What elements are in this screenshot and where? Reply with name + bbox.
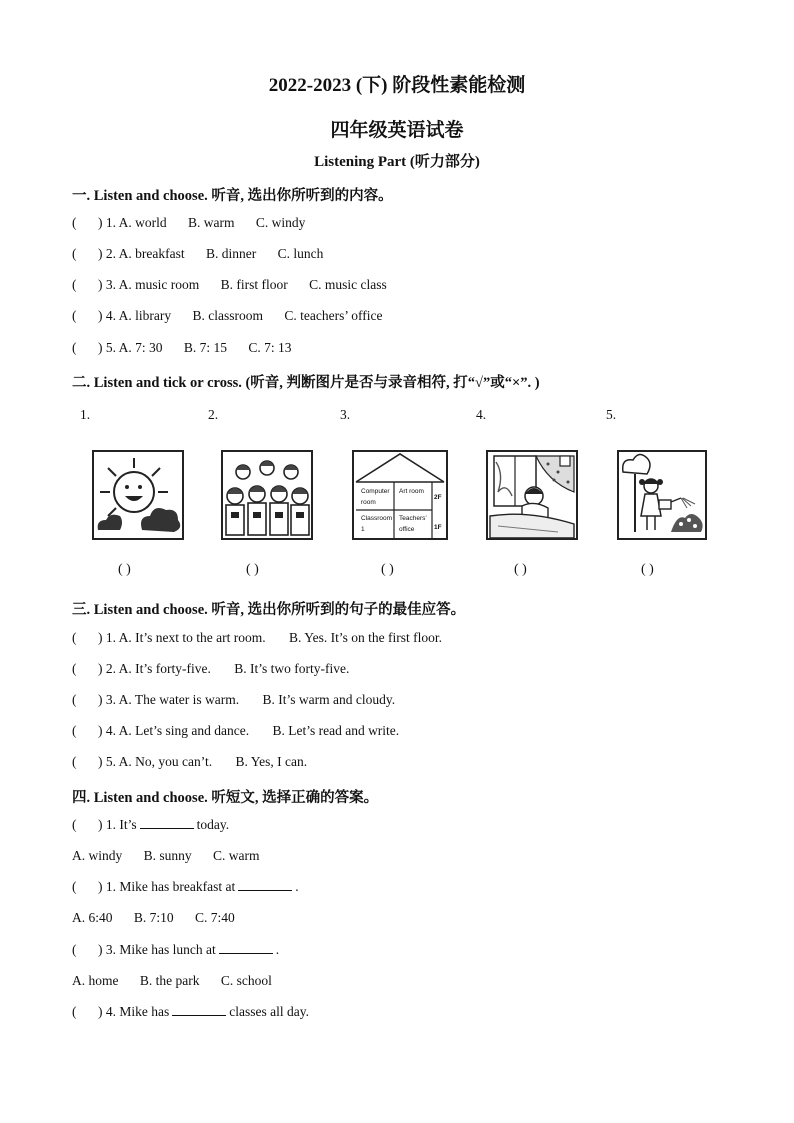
question-text: ) 4. Mike has	[98, 1004, 170, 1019]
option-c: C. music class	[309, 277, 387, 292]
option-a: ) 5. A. No, you can’t.	[98, 754, 213, 769]
option-c: C. warm	[213, 848, 260, 863]
answer-paren: (	[72, 723, 77, 738]
option-c: C. teachers’ office	[284, 308, 383, 323]
option-a: ) 2. A. It’s forty-five.	[98, 661, 211, 676]
option-a: ) 1. A. world	[98, 215, 167, 230]
list-item	[72, 723, 399, 739]
answer-paren: (	[72, 246, 77, 261]
list-item	[72, 630, 442, 646]
section4-heading: 四. Listen and choose. 听短文, 选择正确的答案。	[72, 790, 379, 806]
question-text: ) 3. Mike has lunch at	[98, 942, 216, 957]
option-c: C. school	[220, 973, 272, 988]
option-b: B. first floor	[220, 277, 288, 292]
answer-blank[interactable]: ( )	[246, 562, 259, 577]
answer-paren: (	[72, 277, 77, 292]
answer-blank[interactable]: ( )	[641, 562, 654, 577]
question-text: ) 1. It’s	[98, 817, 137, 832]
section1-heading: 一. Listen and choose. 听音, 选出你所听到的内容。	[72, 188, 393, 204]
question	[72, 942, 279, 958]
option-b: B. It’s two forty-five.	[234, 661, 350, 676]
fill-blank[interactable]	[219, 942, 273, 954]
option-b: B. Let’s read and write.	[272, 723, 400, 738]
answer-paren: (	[72, 661, 77, 676]
question	[72, 879, 299, 895]
option-c: C. lunch	[277, 246, 324, 261]
option-b: B. 7:10	[133, 910, 174, 925]
picture-number: 1.	[80, 407, 91, 422]
option-a: ) 3. A. music room	[98, 277, 200, 292]
list-item	[72, 215, 305, 231]
answer-paren: (	[72, 692, 77, 707]
floor-label: 1F	[434, 524, 442, 531]
option-a: ) 5. A. 7: 30	[98, 340, 163, 355]
answer-blank[interactable]: ( )	[514, 562, 527, 577]
option-b: B. classroom	[192, 308, 263, 323]
exam-subtitle: 四年级英语试卷	[330, 120, 464, 141]
option-b: B. the park	[139, 973, 200, 988]
list-item	[72, 692, 395, 708]
answer-blank[interactable]: ( )	[118, 562, 131, 577]
section3-heading: 三. Listen and choose. 听音, 选出你所听到的句子的最佳应答。	[72, 602, 466, 618]
list-item	[72, 661, 349, 677]
option-a: ) 1. A. It’s next to the art room.	[98, 630, 266, 645]
answer-paren: (	[72, 754, 77, 769]
option-a: ) 3. A. The water is warm.	[98, 692, 240, 707]
list-item	[72, 277, 387, 293]
building-label: room	[361, 499, 376, 506]
options-row	[72, 910, 235, 926]
option-c: C. 7:40	[195, 910, 235, 925]
options-row	[72, 848, 260, 864]
option-a: A. 6:40	[72, 910, 113, 925]
fill-blank[interactable]	[172, 1004, 226, 1016]
question-text: today.	[196, 817, 230, 832]
answer-paren: (	[72, 942, 77, 957]
answer-paren: (	[72, 215, 77, 230]
question	[72, 1004, 309, 1020]
option-b: B. warm	[188, 215, 235, 230]
question-text: .	[275, 942, 280, 957]
school-building-icon	[352, 450, 448, 540]
option-a: ) 4. A. Let’s sing and dance.	[98, 723, 250, 738]
fill-blank[interactable]	[238, 879, 292, 891]
option-a: ) 2. A. breakfast	[98, 246, 185, 261]
option-b: B. Yes. It’s on the first floor.	[288, 630, 442, 645]
picture-number: 4.	[476, 407, 487, 422]
fill-blank[interactable]	[140, 817, 194, 829]
sun-and-cloud-icon	[92, 450, 184, 540]
answer-paren: (	[72, 630, 77, 645]
exam-title: 2022-2023 (下) 阶段性素能检测	[268, 75, 526, 96]
answer-paren: (	[72, 1004, 77, 1019]
section2-heading: 二. Listen and tick or cross. (听音, 判断图片是否与录音相符, 打“√”或“×”. )	[72, 375, 540, 391]
list-item	[72, 308, 382, 324]
picture-number: 2.	[208, 407, 219, 422]
option-c: C. 7: 13	[248, 340, 292, 355]
picture-number: 5.	[606, 407, 617, 422]
building-label: Classroom	[361, 515, 393, 522]
answer-paren: (	[72, 879, 77, 894]
answer-paren: (	[72, 340, 77, 355]
option-a: A. home	[72, 973, 119, 988]
option-b: B. Yes, I can.	[235, 754, 308, 769]
building-label: Computer	[361, 488, 390, 495]
question-text: classes all day.	[229, 1004, 309, 1019]
singing-children-icon	[221, 450, 313, 540]
question	[72, 817, 229, 833]
floor-label: 2F	[434, 494, 442, 501]
answer-paren: (	[72, 817, 77, 832]
option-b: B. 7: 15	[183, 340, 228, 355]
option-b: B. sunny	[143, 848, 192, 863]
question-text: ) 1. Mike has breakfast at	[98, 879, 236, 894]
option-b: B. It’s warm and cloudy.	[262, 692, 396, 707]
option-a: A. windy	[72, 848, 123, 863]
list-item	[72, 246, 323, 262]
option-b: B. dinner	[205, 246, 257, 261]
list-item	[72, 754, 307, 770]
child-at-window-icon	[486, 450, 578, 540]
part-title: Listening Part (听力部分)	[314, 154, 480, 170]
answer-blank[interactable]: ( )	[381, 562, 394, 577]
building-label: Teachers’	[399, 515, 427, 522]
picture-number: 3.	[340, 407, 351, 422]
girl-watering-flowers-icon	[617, 450, 707, 540]
option-a: ) 4. A. library	[98, 308, 172, 323]
question-text: .	[295, 879, 299, 894]
building-label: Art room	[399, 488, 424, 495]
option-c: C. windy	[255, 215, 306, 230]
answer-paren: (	[72, 308, 77, 323]
options-row	[72, 973, 272, 989]
list-item	[72, 340, 292, 356]
building-label: 1	[361, 526, 365, 533]
building-label: office	[399, 526, 415, 533]
